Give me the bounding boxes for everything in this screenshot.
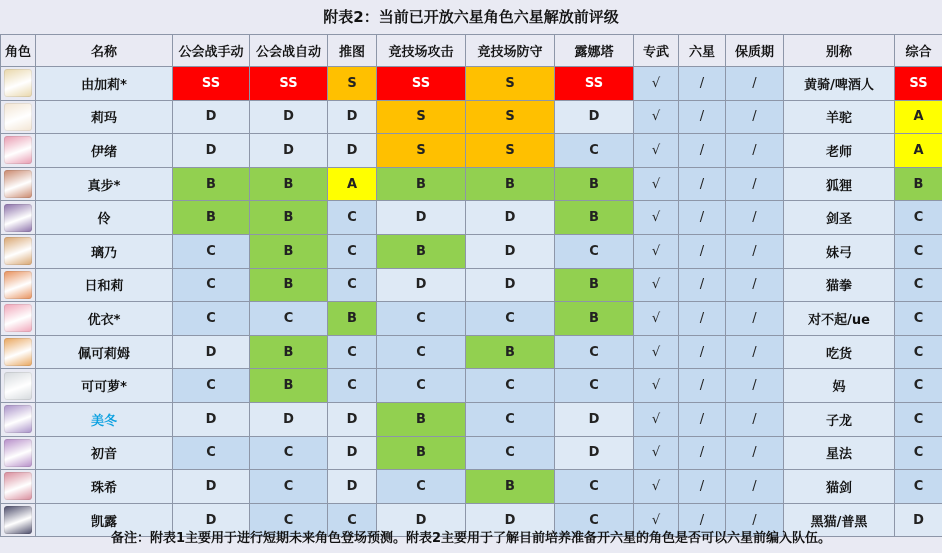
six-star-cell: / xyxy=(679,67,726,101)
character-avatar-pecorine-icon xyxy=(4,338,32,366)
avatar-cell xyxy=(1,470,36,504)
character-name: 可可萝* xyxy=(36,369,173,403)
overall-grade: D xyxy=(895,503,942,537)
grade-story: D xyxy=(328,402,377,436)
grade-story: C xyxy=(328,268,377,302)
shelf-life-cell: / xyxy=(726,268,784,302)
alias-cell: 黑猫/普黑 xyxy=(784,503,895,537)
grade-arena-defense: D xyxy=(466,201,555,235)
table-row xyxy=(1,201,942,235)
column-header: 公会战自动 xyxy=(250,35,328,67)
grade-guild-auto: D xyxy=(250,402,328,436)
grade-arena-defense: D xyxy=(466,268,555,302)
alias-cell: 妈 xyxy=(784,369,895,403)
grade-story: C xyxy=(328,201,377,235)
grade-story: S xyxy=(328,67,377,101)
table-row xyxy=(1,234,942,268)
header-row xyxy=(1,35,942,67)
grade-arena-defense: D xyxy=(466,234,555,268)
grade-guild-manual: C xyxy=(173,436,250,470)
overall-grade: C xyxy=(895,268,942,302)
overall-grade: C xyxy=(895,234,942,268)
table-row xyxy=(1,402,942,436)
grade-arena-attack: C xyxy=(377,470,466,504)
overall-grade: C xyxy=(895,470,942,504)
exclusive-weapon-cell: √ xyxy=(634,67,679,101)
six-star-cell: / xyxy=(679,167,726,201)
grade-luna-tower: C xyxy=(555,234,634,268)
shelf-life-cell: / xyxy=(726,470,784,504)
avatar-cell xyxy=(1,67,36,101)
grade-luna-tower: C xyxy=(555,470,634,504)
overall-grade: A xyxy=(895,134,942,168)
character-name: 佩可莉姆 xyxy=(36,335,173,369)
shelf-life-cell: / xyxy=(726,402,784,436)
character-avatar-mahiru-icon xyxy=(4,170,32,198)
avatar-cell xyxy=(1,268,36,302)
table-row xyxy=(1,134,942,168)
character-avatar-mifuyu-icon xyxy=(4,405,32,433)
avatar-cell xyxy=(1,134,36,168)
rating-table xyxy=(0,34,942,537)
grade-arena-attack: C xyxy=(377,302,466,336)
character-name: 莉玛 xyxy=(36,100,173,134)
table-row xyxy=(1,67,942,101)
column-header: 角色 xyxy=(1,35,36,67)
six-star-cell: / xyxy=(679,470,726,504)
grade-arena-attack: C xyxy=(377,335,466,369)
character-avatar-rima-icon xyxy=(4,103,32,131)
grade-guild-manual: SS xyxy=(173,67,250,101)
grade-guild-auto: B xyxy=(250,369,328,403)
table-row xyxy=(1,369,942,403)
avatar-cell xyxy=(1,436,36,470)
character-avatar-yukari-icon xyxy=(4,69,32,97)
six-star-cell: / xyxy=(679,302,726,336)
grade-story: C xyxy=(328,335,377,369)
six-star-cell: / xyxy=(679,234,726,268)
grade-arena-attack: S xyxy=(377,134,466,168)
shelf-life-cell: / xyxy=(726,436,784,470)
grade-arena-attack: B xyxy=(377,436,466,470)
exclusive-weapon-cell: √ xyxy=(634,503,679,537)
grade-guild-manual: C xyxy=(173,369,250,403)
table-row xyxy=(1,436,942,470)
grade-story: A xyxy=(328,167,377,201)
column-header: 别称 xyxy=(784,35,895,67)
shelf-life-cell: / xyxy=(726,67,784,101)
alias-cell: 羊驼 xyxy=(784,100,895,134)
avatar-cell xyxy=(1,234,36,268)
grade-arena-defense: C xyxy=(466,436,555,470)
grade-story: D xyxy=(328,100,377,134)
alias-cell: 妹弓 xyxy=(784,234,895,268)
exclusive-weapon-cell: √ xyxy=(634,335,679,369)
alias-cell: 猫拳 xyxy=(784,268,895,302)
grade-arena-attack: B xyxy=(377,167,466,201)
avatar-cell xyxy=(1,302,36,336)
character-name: 凯露 xyxy=(36,503,173,537)
character-name: 真步* xyxy=(36,167,173,201)
grade-arena-defense: B xyxy=(466,335,555,369)
grade-guild-auto: D xyxy=(250,100,328,134)
exclusive-weapon-cell: √ xyxy=(634,100,679,134)
grade-guild-auto: B xyxy=(250,335,328,369)
grade-guild-manual: C xyxy=(173,302,250,336)
table-row xyxy=(1,302,942,336)
column-header: 推图 xyxy=(328,35,377,67)
shelf-life-cell: / xyxy=(726,234,784,268)
alias-cell: 狐狸 xyxy=(784,167,895,201)
grade-luna-tower: SS xyxy=(555,67,634,101)
grade-guild-auto: B xyxy=(250,167,328,201)
six-star-cell: / xyxy=(679,335,726,369)
alias-cell: 对不起/ue xyxy=(784,302,895,336)
character-avatar-tamaki-icon xyxy=(4,472,32,500)
grade-arena-defense: S xyxy=(466,100,555,134)
grade-arena-defense: C xyxy=(466,369,555,403)
grade-arena-attack: C xyxy=(377,369,466,403)
shelf-life-cell: / xyxy=(726,134,784,168)
avatar-cell xyxy=(1,100,36,134)
avatar-cell xyxy=(1,167,36,201)
grade-story: C xyxy=(328,503,377,537)
grade-arena-attack: B xyxy=(377,402,466,436)
table-row xyxy=(1,470,942,504)
exclusive-weapon-cell: √ xyxy=(634,201,679,235)
grade-luna-tower: C xyxy=(555,369,634,403)
grade-guild-auto: B xyxy=(250,234,328,268)
grade-arena-defense: B xyxy=(466,167,555,201)
grade-guild-auto: B xyxy=(250,268,328,302)
character-avatar-io-icon xyxy=(4,136,32,164)
alias-cell: 子龙 xyxy=(784,402,895,436)
table-body xyxy=(1,67,942,537)
shelf-life-cell: / xyxy=(726,369,784,403)
character-name: 珠希 xyxy=(36,470,173,504)
grade-guild-manual: D xyxy=(173,335,250,369)
grade-story: D xyxy=(328,470,377,504)
column-header: 露娜塔 xyxy=(555,35,634,67)
avatar-cell xyxy=(1,201,36,235)
grade-guild-manual: D xyxy=(173,134,250,168)
shelf-life-cell: / xyxy=(726,503,784,537)
character-avatar-rei-icon xyxy=(4,204,32,232)
grade-arena-defense: S xyxy=(466,67,555,101)
column-header: 公会战手动 xyxy=(173,35,250,67)
character-avatar-kokkoro-icon xyxy=(4,372,32,400)
shelf-life-cell: / xyxy=(726,302,784,336)
six-star-cell: / xyxy=(679,100,726,134)
grade-guild-manual: B xyxy=(173,167,250,201)
grade-guild-auto: C xyxy=(250,302,328,336)
footnote: 备注：附表1主要用于进行短期未来角色登场预测。附表2主要用于了解目前培养准备开六星的角色是否可以六星前编入队伍。 xyxy=(110,531,832,546)
grade-arena-attack: D xyxy=(377,201,466,235)
exclusive-weapon-cell: √ xyxy=(634,302,679,336)
six-star-cell: / xyxy=(679,369,726,403)
grade-luna-tower: C xyxy=(555,134,634,168)
grade-arena-defense: S xyxy=(466,134,555,168)
shelf-life-cell: / xyxy=(726,335,784,369)
character-name: 伶 xyxy=(36,201,173,235)
exclusive-weapon-cell: √ xyxy=(634,268,679,302)
character-name: 伊绪 xyxy=(36,134,173,168)
character-name: 初音 xyxy=(36,436,173,470)
grade-luna-tower: B xyxy=(555,302,634,336)
column-header: 保质期 xyxy=(726,35,784,67)
character-avatar-rino-icon xyxy=(4,237,32,265)
table-title: 附表2：当前已开放六星角色六星解放前评级 xyxy=(323,8,619,26)
grade-luna-tower: B xyxy=(555,201,634,235)
alias-cell: 老师 xyxy=(784,134,895,168)
column-header: 专武 xyxy=(634,35,679,67)
column-header: 竞技场防守 xyxy=(466,35,555,67)
character-name: 美冬 xyxy=(36,402,173,436)
grade-arena-defense: C xyxy=(466,402,555,436)
table-row xyxy=(1,100,942,134)
grade-guild-auto: C xyxy=(250,503,328,537)
character-name: 由加莉* xyxy=(36,67,173,101)
table-row xyxy=(1,335,942,369)
overall-grade: A xyxy=(895,100,942,134)
overall-grade: C xyxy=(895,302,942,336)
character-name: 日和莉 xyxy=(36,268,173,302)
grade-story: D xyxy=(328,436,377,470)
column-header: 名称 xyxy=(36,35,173,67)
overall-grade: C xyxy=(895,335,942,369)
grade-guild-manual: D xyxy=(173,100,250,134)
exclusive-weapon-cell: √ xyxy=(634,402,679,436)
avatar-cell xyxy=(1,369,36,403)
exclusive-weapon-cell: √ xyxy=(634,470,679,504)
grade-guild-auto: SS xyxy=(250,67,328,101)
column-header: 六星 xyxy=(679,35,726,67)
six-star-cell: / xyxy=(679,436,726,470)
grade-luna-tower: D xyxy=(555,402,634,436)
avatar-cell xyxy=(1,402,36,436)
exclusive-weapon-cell: √ xyxy=(634,369,679,403)
grade-arena-defense: C xyxy=(466,302,555,336)
grade-guild-manual: C xyxy=(173,234,250,268)
overall-grade: C xyxy=(895,436,942,470)
six-star-cell: / xyxy=(679,503,726,537)
character-name: 优衣* xyxy=(36,302,173,336)
table-row xyxy=(1,167,942,201)
grade-guild-auto: D xyxy=(250,134,328,168)
six-star-cell: / xyxy=(679,201,726,235)
six-star-cell: / xyxy=(679,134,726,168)
grade-story: B xyxy=(328,302,377,336)
grade-arena-attack: D xyxy=(377,268,466,302)
alias-cell: 猫剑 xyxy=(784,470,895,504)
grade-arena-attack: S xyxy=(377,100,466,134)
grade-luna-tower: D xyxy=(555,100,634,134)
six-star-cell: / xyxy=(679,268,726,302)
grade-arena-attack: D xyxy=(377,503,466,537)
grade-luna-tower: B xyxy=(555,167,634,201)
overall-grade: SS xyxy=(895,67,942,101)
overall-grade: C xyxy=(895,201,942,235)
grade-guild-manual: D xyxy=(173,470,250,504)
column-header: 综合 xyxy=(895,35,942,67)
column-header: 竞技场攻击 xyxy=(377,35,466,67)
shelf-life-cell: / xyxy=(726,100,784,134)
overall-grade: B xyxy=(895,167,942,201)
exclusive-weapon-cell: √ xyxy=(634,234,679,268)
six-star-cell: / xyxy=(679,402,726,436)
grade-story: C xyxy=(328,234,377,268)
overall-grade: C xyxy=(895,369,942,403)
grade-luna-tower: C xyxy=(555,335,634,369)
character-name: 璃乃 xyxy=(36,234,173,268)
table-row xyxy=(1,268,942,302)
grade-arena-attack: SS xyxy=(377,67,466,101)
grade-guild-manual: B xyxy=(173,201,250,235)
exclusive-weapon-cell: √ xyxy=(634,167,679,201)
grade-arena-defense: D xyxy=(466,503,555,537)
grade-guild-auto: B xyxy=(250,201,328,235)
alias-cell: 星法 xyxy=(784,436,895,470)
grade-story: D xyxy=(328,134,377,168)
exclusive-weapon-cell: √ xyxy=(634,134,679,168)
grade-story: C xyxy=(328,369,377,403)
grade-luna-tower: D xyxy=(555,436,634,470)
grade-luna-tower: C xyxy=(555,503,634,537)
character-avatar-yui-icon xyxy=(4,304,32,332)
grade-guild-manual: C xyxy=(173,268,250,302)
character-avatar-hiyori-icon xyxy=(4,271,32,299)
grade-arena-defense: B xyxy=(466,470,555,504)
grade-guild-manual: D xyxy=(173,402,250,436)
grade-guild-auto: C xyxy=(250,470,328,504)
grade-arena-attack: B xyxy=(377,234,466,268)
grade-guild-manual: D xyxy=(173,503,250,537)
avatar-cell xyxy=(1,335,36,369)
grade-luna-tower: B xyxy=(555,268,634,302)
shelf-life-cell: / xyxy=(726,201,784,235)
alias-cell: 吃货 xyxy=(784,335,895,369)
overall-grade: C xyxy=(895,402,942,436)
grade-guild-auto: C xyxy=(250,436,328,470)
exclusive-weapon-cell: √ xyxy=(634,436,679,470)
character-avatar-hatsune-icon xyxy=(4,439,32,467)
shelf-life-cell: / xyxy=(726,167,784,201)
alias-cell: 黄骑/啤酒人 xyxy=(784,67,895,101)
alias-cell: 剑圣 xyxy=(784,201,895,235)
